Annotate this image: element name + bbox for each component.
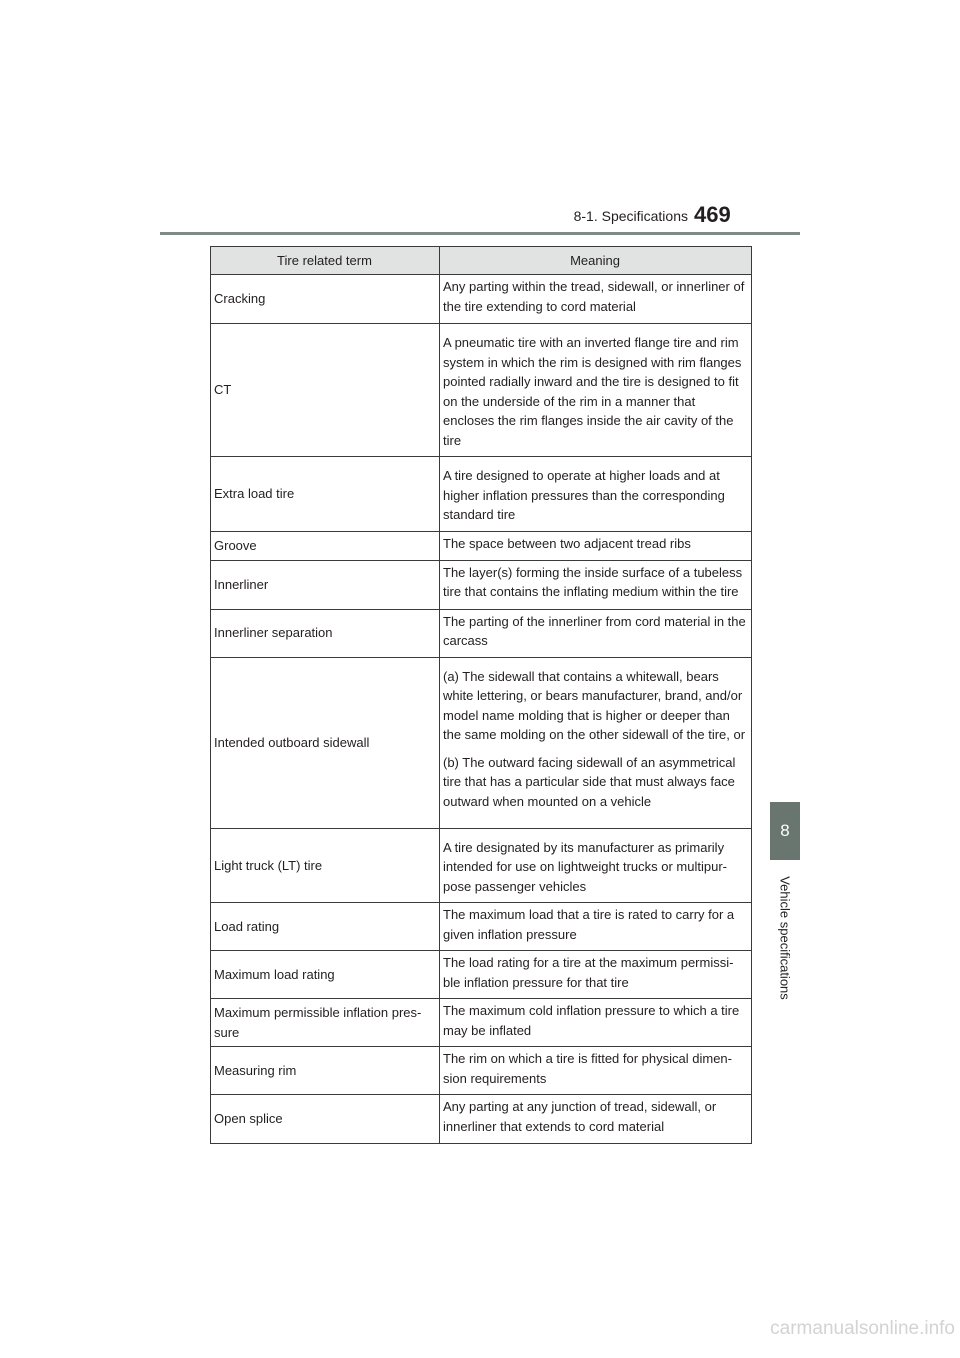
table-row [211,275,752,324]
table-row [211,951,752,999]
header-divider [160,232,800,235]
table-row [211,828,752,903]
table-row [211,999,752,1047]
term-cell: Groove [211,531,440,560]
meaning-cell: A pneumatic tire with an inverted flange tire and rim system in which the rim is designed with rim flanges pointed radially inward and the tire is designed to fit on the underside of the rim in a manner that encloses the rim flanges inside the air cavity of the tire [440,324,752,457]
table-row [211,324,752,457]
term-cell: Maximum permissible inflation pres-sure [211,999,440,1047]
term-cell: Extra load tire [211,457,440,532]
term-cell: Cracking [211,275,440,324]
term-cell: Intended outboard sidewall [211,657,440,828]
meaning-cell: The parting of the innerliner from cord material in the carcass [440,609,752,657]
page-number: 469 [694,202,731,227]
table-row [211,1047,752,1095]
term-cell: Innerliner [211,560,440,609]
chapter-tab[interactable]: 8 [770,802,800,860]
meaning-cell: The layer(s) forming the inside surface of a tubeless tire that contains the inflating medium within the tire [440,560,752,609]
column-header-term: Tire related term [211,247,440,275]
tire-terms-table [210,246,752,1144]
term-cell: CT [211,324,440,457]
term-cell: Innerliner separation [211,609,440,657]
term-cell: Measuring rim [211,1047,440,1095]
meaning-cell: The maximum cold inflation pressure to which a tire may be inflated [440,999,752,1047]
meaning-cell: A tire designed to operate at higher loads and at higher inflation pressures than the corresponding standard tire [440,457,752,532]
section-title: 8-1. Specifications [573,208,688,224]
term-cell: Load rating [211,903,440,951]
table-row [211,609,752,657]
meaning-cell: Any parting within the tread, sidewall, or innerliner of the tire extending to cord material [440,275,752,324]
term-cell: Open splice [211,1095,440,1144]
table-row [211,1095,752,1144]
table-row [211,531,752,560]
meaning-cell: The load rating for a tire at the maximum permissi-ble inflation pressure for that tire [440,951,752,999]
table-row [211,903,752,951]
meaning-cell: A tire designated by its manufacturer as primarily intended for use on lightweight trucks or multipur-pose passenger vehicles [440,828,752,903]
meaning-cell: (a) The sidewall that contains a whitewall, bears white lettering, or bears manufacturer, brand, and/or model name molding that is higher or deeper than the same molding on the other sidewall of the tire, or (b) The outward facing sidewall of an asymmetrical tire that has a particular side that must always face outward when mounted on a vehicle [440,657,752,828]
term-cell: Light truck (LT) tire [211,828,440,903]
meaning-cell: The rim on which a tire is fitted for physical dimen-sion requirements [440,1047,752,1095]
meaning-cell: The maximum load that a tire is rated to carry for a given inflation pressure [440,903,752,951]
meaning-cell: The space between two adjacent tread ribs [440,531,752,560]
table-row [211,560,752,609]
chapter-label: Vehicle specifications [777,876,793,1000]
table-row [211,457,752,532]
column-header-meaning: Meaning [440,247,752,275]
meaning-cell: Any parting at any junction of tread, sidewall, or innerliner that extends to cord material [440,1095,752,1144]
table-row [211,657,752,828]
watermark: carmanualsonline.info [770,1318,955,1339]
term-cell: Maximum load rating [211,951,440,999]
table-header-row [211,247,752,275]
